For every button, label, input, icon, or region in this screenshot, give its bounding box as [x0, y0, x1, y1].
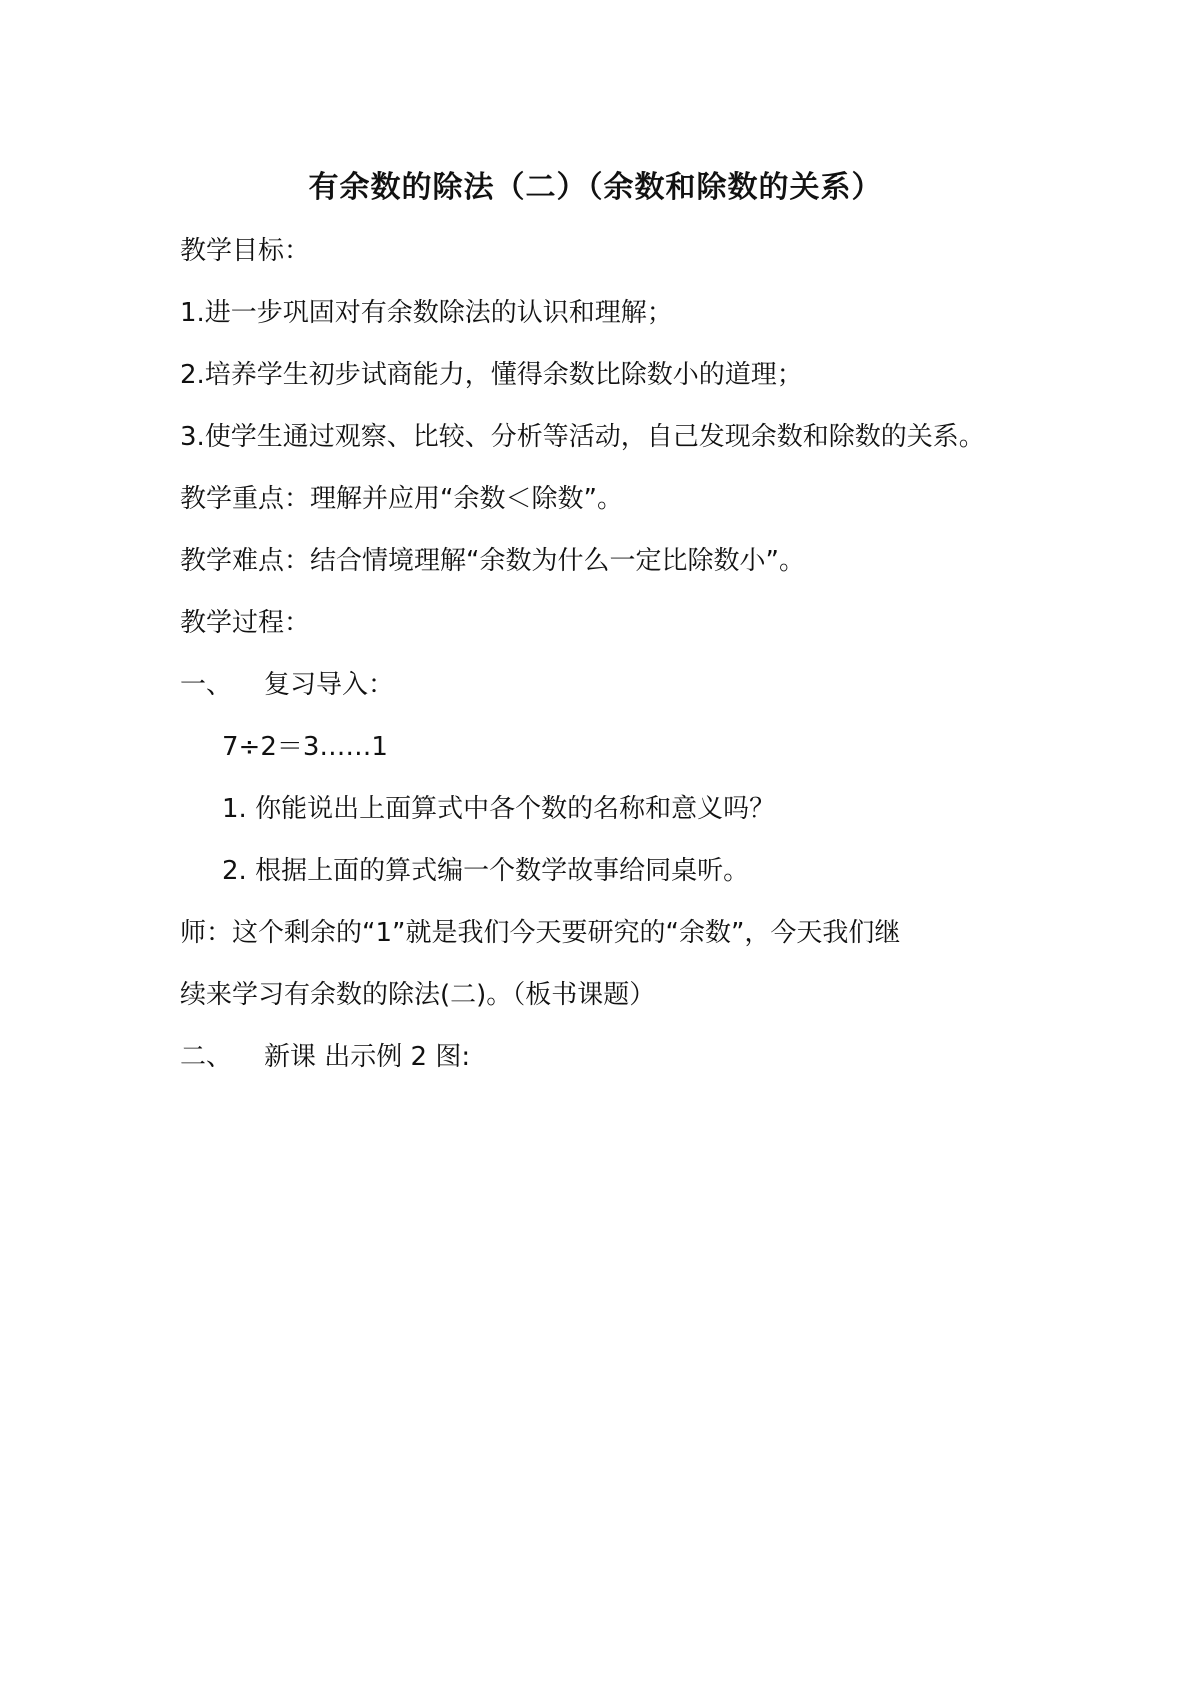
section-1-title: 复习导入： — [264, 670, 395, 700]
objective-item-3: 3.使学生通过观察、比较、分析等活动，自己发现余数和除数的关系。 — [180, 422, 985, 452]
review-question-1: 1. 你能说出上面算式中各个数的名称和意义吗？ — [222, 794, 776, 824]
section-2-number: 二、 — [180, 1042, 233, 1072]
section-1-heading — [180, 667, 394, 703]
section-2-heading — [180, 1039, 470, 1075]
key-point: 教学重点：理解并应用“余数＜除数”。 — [180, 484, 623, 514]
objective-item-1: 1.进一步巩固对有余数除法的认识和理解； — [180, 298, 673, 328]
review-equation: 7÷2＝3……1 — [222, 732, 388, 762]
teacher-remark-line-1: 师：这个剩余的“1”就是我们今天要研究的“余数”，今天我们继 — [180, 918, 901, 948]
review-question-2: 2. 根据上面的算式编一个数学故事给同桌听。 — [222, 856, 750, 886]
section-1-number: 一、 — [180, 670, 233, 700]
difficulty-point: 教学难点：结合情境理解“余数为什么一定比除数小”。 — [180, 546, 805, 576]
document-title: 有余数的除法（二）（余数和除数的关系） — [308, 170, 883, 205]
teacher-remark-line-2: 续来学习有余数的除法(二)。（板书课题） — [180, 980, 656, 1010]
process-heading: 教学过程： — [180, 608, 311, 638]
section-2-title: 新课 出示例 2 图: — [264, 1042, 471, 1072]
objective-item-2: 2.培养学生初步试商能力，懂得余数比除数小的道理； — [180, 360, 803, 390]
objectives-heading: 教学目标： — [180, 236, 311, 266]
